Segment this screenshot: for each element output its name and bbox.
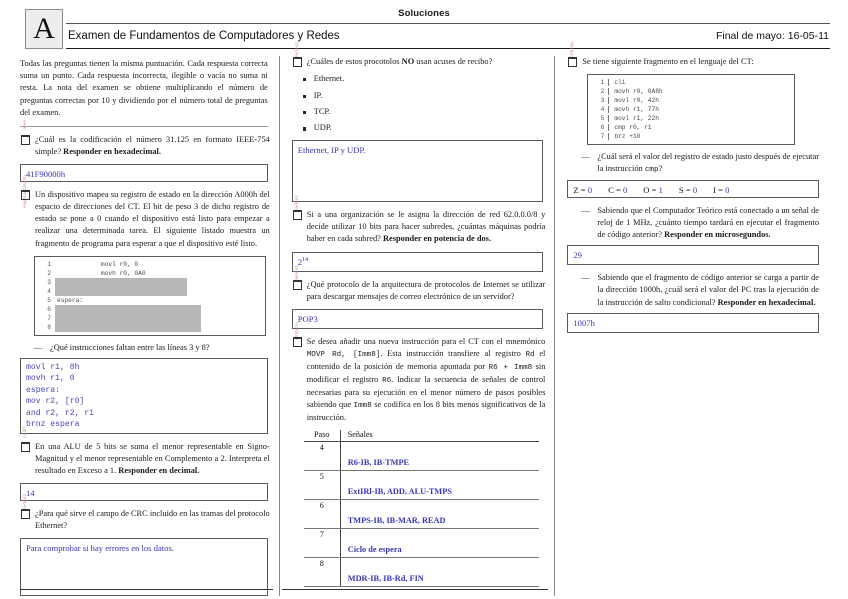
line-code: movl r0, 0 [101,260,139,268]
question-text-part: sin modificar el registro [306,361,546,384]
flag-z-label: Z = [573,185,586,196]
margin-tag: redes2 [293,195,299,211]
cell-senales[interactable]: TMPS-IB, IB-MAR, READ [340,499,539,528]
line-number: 5 [47,296,51,304]
question-bullet-icon [568,57,577,67]
redacted-line [55,287,187,296]
question-text-bold: Responder en decimal. [118,465,200,475]
question-text-part: ¿Cuáles de estos procotolos [306,57,402,66]
line-code: cli [614,79,626,87]
question-bullet-icon [21,190,30,200]
margin-tag: ct/prog [569,42,575,58]
line-number: 7 [588,133,609,140]
question-text-part: Se desea añadir una nueva instrucción para el CT con el mnemónico [306,336,546,346]
answer-line: movh r1, 0 [26,374,75,384]
margin-tag: codif [22,426,27,438]
question-text-part: En una ALU de 5 bits se suma el menor representable en Signo-Magnitud y el menor representable en Complemento a 2. Interpreta el resultado en Exceso a 1. [35,441,270,475]
subquestion-text-bold: Responder en hexadecimal. [717,297,816,307]
margin-tag: ieee [22,119,27,130]
cell-senales[interactable]: ExtIRl-IB, ADD, ALU-TMPS [340,470,539,499]
option-item[interactable]: UDP. [314,123,546,134]
listing-row [35,278,265,287]
columns-container [18,42,830,596]
line-code: movh r0, 0A8h [614,88,663,96]
margin-tag: redes4 [293,42,299,58]
margin-tag: espera/ct/salto [22,175,27,209]
question-crc-ethernet [18,493,270,532]
line-code: movh r0, 0A0 [101,269,146,277]
question-text [307,209,546,245]
table-row [304,470,539,499]
margin-tag: redes3 [22,493,27,510]
flag-i [713,184,729,196]
question-text-part: se codifica en los 8 bits menos significativos de la instrucción. [306,399,546,422]
flag-s [679,184,697,196]
flag-c [608,184,627,196]
line-number: 8 [47,323,51,331]
margin-tag: redes1 [293,264,299,280]
page-header [18,6,830,52]
option-item[interactable]: Ethernet. [314,74,546,85]
flag-i-value: 0 [725,185,730,196]
answer-line: mov r2, [r0] [26,397,85,407]
listing-row [588,114,794,123]
subquestion-clock-time [567,205,819,241]
listing-row [588,105,794,114]
question-subnetting [290,195,546,245]
flag-o-value: 1 [658,185,663,196]
option-item[interactable]: IP. [314,91,546,102]
line-code: movl r0, 42h [614,97,659,105]
immediate-code: Imm8 [353,401,372,410]
flag-i-label: I = [713,185,724,196]
column-bottom-rule [282,589,549,590]
answer-box-mail-protocol[interactable]: POP3 [292,309,544,329]
listing-row [588,132,794,141]
question-text-part: usan acuses de recibo? [414,57,493,66]
intro-paragraph: Todas las preguntas tienen la misma puntuación. Cada respuesta correcta suma un punto. Cada respuesta incorrecta, ilegible o vacía no suma ni resta. La nota del examen se obtiene multiplicando el número de preguntas correctas por 10 y dividiendo por el número total de preguntas del examen. [20,59,268,117]
flags-row [573,184,813,196]
subquestion-status-register [567,151,819,176]
question-text [307,56,546,68]
listing-row [35,323,265,332]
question-bullet-icon [21,442,30,452]
line-number: 1 [588,79,609,86]
options-list [290,74,546,134]
redacted-line [55,323,201,332]
answer-line: espera: [26,385,60,395]
answer-line: movl r1, 8h [26,362,80,372]
line-number: 3 [588,97,609,104]
listing-row [35,260,265,269]
instruction-code: cmp [644,166,659,175]
question-text [307,336,546,424]
cell-senales[interactable]: Ciclo de espera [340,528,539,557]
exam-code-badge: A [25,9,63,49]
control-signals-table [304,430,539,587]
listing-row [35,287,265,296]
cell-paso: 5 [304,470,341,499]
question-text-bold: NO [401,57,415,66]
cell-paso: 6 [304,499,341,528]
flag-c-label: C = [608,185,621,196]
question-text: ¿Para qué sirve el campo de CRC incluido en las tramas del protocolo Ethernet? [35,508,270,531]
line-code: cmp r0, r1 [614,124,652,132]
question-text [35,441,270,477]
question-text-part: . Indicar la secuencia de señales de control necesarias para su ejecución en el menor número de pasos posibles sabiendo que [306,374,546,409]
register-code: Rd [525,350,535,359]
question-text-part: el contenido de la posición de memoria apuntada por [306,348,546,371]
question-bullet-icon [293,337,302,347]
question-text-part: ¿Cuál es la codificación el número 31.125 en formato IEEE-754 simple? [35,134,270,157]
flag-z-value: 0 [587,185,593,196]
line-number: 2 [47,269,51,277]
expression-code: R6 + Imm8 [488,363,533,372]
column-header-senales: Señales [340,430,539,442]
exam-date: Final de mayo: 16-05-11 [715,30,829,42]
option-item[interactable]: TCP. [314,107,546,118]
line-number: 4 [588,106,609,113]
question-bullet-icon [21,135,30,145]
code-listing-device [34,256,266,336]
question-text: Un dispositivo mapea su registro de estado en la dirección A000h del espacio de direcciones del CT. El bit de peso 3 de dicho registro de estado se pone a 0 cuando el dispositivo está listo para empezar a realizar una determinada tarea. El siguiente listado muestra un fragmento de programa para esperar a que el dispositivo esté listo. [35,190,270,248]
table-header-row [304,430,539,442]
listing-row [588,96,794,105]
question-protocols-no-ack [290,42,546,68]
redacted-line [55,314,201,323]
line-number: 5 [588,115,609,122]
question-text-part: Si a una organización se le asigna la dirección de red 62.0.0.0/8 y decide utilizar 10 bits para hacer subredes, ¿cuántas máquinas podría haber en cada subred? [306,210,546,244]
redacted-line [55,278,187,287]
answer-box-protocols-no-ack[interactable]: Ethernet, IP y UDP. [292,140,544,202]
subquestion-pc-value [567,272,819,308]
question-bullet-icon [293,57,302,67]
line-number: 6 [47,305,51,313]
question-movp-instruction [290,321,546,424]
question-text-part: . Esta instrucción transfiere al registro [380,348,526,358]
subquestion-missing-instructions: — ¿Qué instrucciones faltan entre las líneas 3 y 8? [20,342,268,354]
answer-line: brnz espera [26,420,80,430]
flag-s-value: 0 [692,185,698,196]
listing-row [35,314,265,323]
line-number: 2 [588,88,609,95]
listing-row [588,78,794,87]
register-code: R6 [382,376,392,385]
flag-s-label: S = [678,185,691,196]
flag-o-label: O = [643,185,657,196]
subquestion-text-part: ? [658,164,663,174]
header-rule-top [66,23,830,24]
subquestion-text-part: Sabiendo que el fragmento de código anterior se carga a partir de la dirección 1000h, ¿cuál será el valor del PC tras la ejecución de la instrucción de salto condicional? [597,273,820,307]
listing-row [588,87,794,96]
cell-paso: 7 [304,528,341,557]
question-bullet-icon [293,280,302,290]
answer-box-ieee754[interactable]: 41F90000h [20,164,268,182]
subquestion-text-bold: Responder en microsegundos. [664,230,771,240]
column-bottom-rule [20,589,273,590]
flag-z [573,184,592,196]
intro-divider [20,126,268,127]
subquestion-text-part: Sabiendo que el Computador Teórico está conectado a un señal de reloj de 1 MHz, ¿cuánto tiempo tardará en ejecutar el fragmento de código anterior? [597,206,820,240]
question-ct-fragment [565,42,821,68]
question-device-status-register [18,175,270,249]
flag-c-value: 0 [622,185,628,196]
line-number: 6 [588,124,609,131]
column-3 [554,42,830,596]
table-row [304,441,539,470]
mnemonic-code: MOVP Rd, [Imm8] [306,350,381,359]
question-bullet-icon [21,509,30,519]
column-2 [279,42,555,596]
question-text [35,134,270,158]
answer-box-clock-time[interactable]: 29 [567,245,819,265]
column-header-paso: Paso [304,430,341,442]
line-number: 1 [47,260,51,268]
listing-row [35,305,265,314]
cell-senales[interactable]: R6-IB, IB-TMPE [340,441,539,470]
answer-box-pc-value[interactable]: 1007h [567,313,819,333]
redacted-line [55,305,201,314]
question-bullet-icon [293,210,302,220]
answer-line: and r2, r2, r1 [26,408,94,418]
answer-base: 2 [297,256,303,267]
listing-row [35,296,265,305]
cell-paso: 8 [304,557,341,586]
subquestion-text-part: ¿Cuál será el valor del registro de estado justo después de ejecutar la instrucción [597,152,820,174]
answer-exponent: 14 [302,255,309,263]
answer-box-subnetting[interactable] [292,252,544,272]
margin-tag: ct/micro [293,321,299,340]
question-ieee754 [18,119,270,158]
line-code: movh r1, 77h [614,106,659,114]
table-row [304,499,539,528]
answer-box-status-flags[interactable] [567,180,819,198]
question-text: Se tiene siguiente fragmento en el lenguaje del CT: [582,57,754,66]
page-title: Examen de Fundamentos de Computadores y Redes [68,30,340,42]
answer-box-missing-instructions[interactable] [20,358,268,434]
line-number: 3 [47,278,51,286]
line-code: espera: [57,296,83,304]
table-row [304,557,539,586]
question-text-bold: Responder en potencia de dos. [383,234,492,244]
solutions-label: Soluciones [398,8,450,19]
code-listing-ct [587,74,795,145]
question-text: ¿Qué protocolo de la arquitectura de protocolos de Internet se utilizar para descargar mensajes de correo electrónico de un servidor? [306,279,546,301]
cell-paso: 4 [304,441,341,470]
line-code: movl r1, 22h [614,115,659,123]
table-row [304,528,539,557]
column-1 [18,56,279,596]
line-number: 7 [47,314,51,322]
question-text-bold: Responder en hexadecimal. [63,147,161,157]
listing-row [588,123,794,132]
line-number: 4 [47,287,51,295]
listing-row [35,269,265,278]
question-alu-5bits [18,426,270,477]
answer-box-alu-5bits[interactable]: 14 [20,483,268,501]
header-rule-bottom [66,48,830,49]
flag-o [643,184,663,196]
question-mail-protocol [290,264,546,303]
line-code: brz +10 [614,133,641,141]
answer-box-crc-ethernet[interactable]: Para comprobar si hay errores en los datos. [20,538,268,596]
cell-senales[interactable]: MDR-IB, IB-Rd, FIN [340,557,539,586]
